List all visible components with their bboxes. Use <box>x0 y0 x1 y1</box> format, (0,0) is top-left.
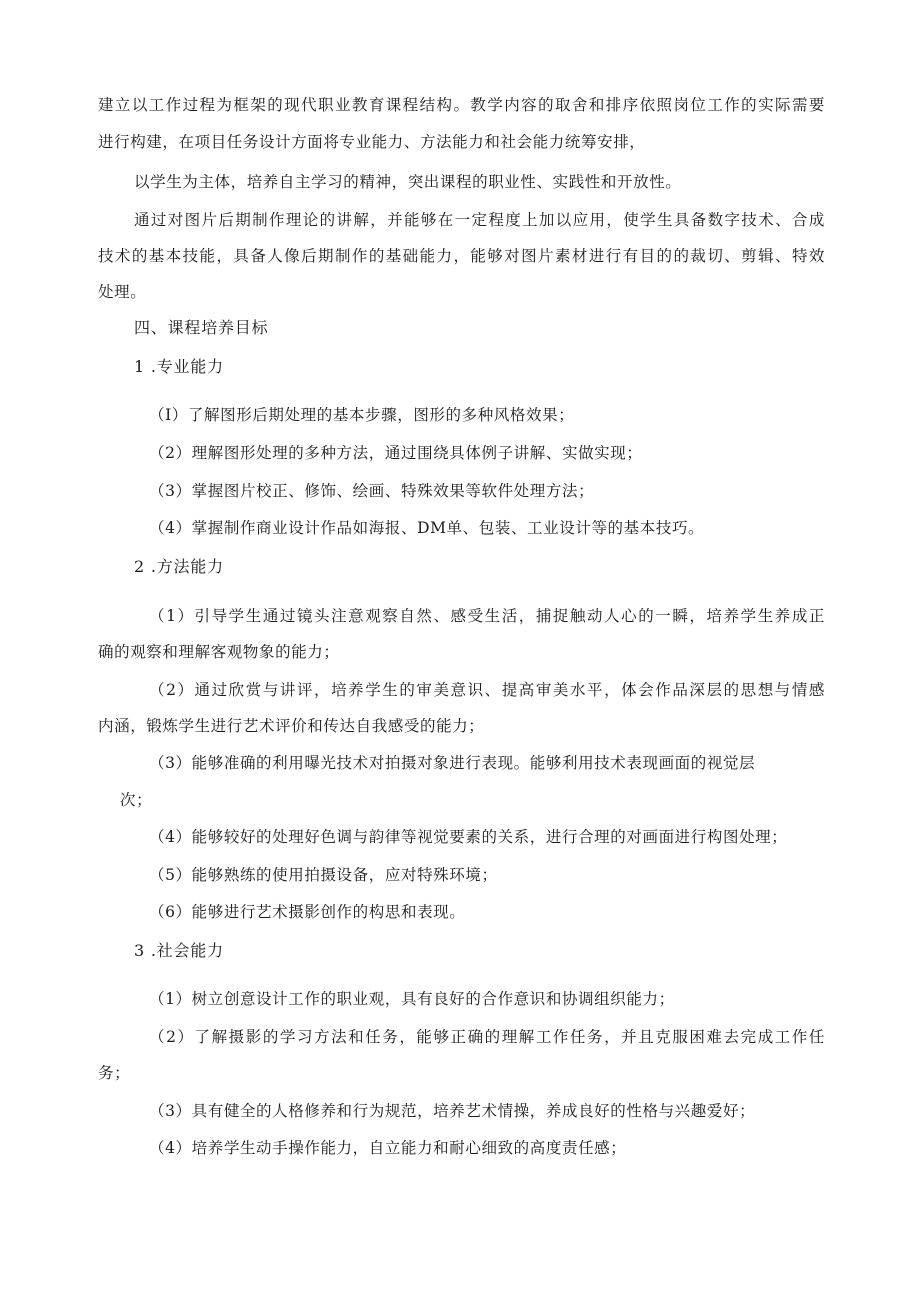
social-item-1: （1）树立创意设计工作的职业观，具有良好的合作意识和协调组织能力； <box>149 990 675 1008</box>
method-item-3-line-2: 次； <box>120 791 153 809</box>
method-item-2-line-1: （2）通过欣赏与讲评，培养学生的审美意识、提高审美水平，体会作品深层的思想与情感 <box>149 681 825 699</box>
heading-professional-ability: 1 .专业能力 <box>134 357 224 376</box>
method-item-3-line-1: （3）能够准确的利用曝光技术对拍摄对象进行表现。能够利用技术表现画面的视觉层 <box>149 754 756 772</box>
intro-paragraph-3-line-2: 技术的基本技能，具备人像后期制作的基础能力，能够对图片素材进行有目的的裁切、剪辑、特效 <box>98 247 825 265</box>
professional-item-4: （4）掌握制作商业设计作品如海报、DM单、包装、工业设计等的基本技巧。 <box>149 519 705 537</box>
social-item-2-line-1: （2）了解摄影的学习方法和任务，能够正确的理解工作任务，并且克服困难去完成工作任 <box>149 1028 825 1046</box>
section-title: 四、课程培养目标 <box>134 318 269 337</box>
social-item-3: （3）具有健全的人格修养和行为规范，培养艺术情操，养成良好的性格与兴趣爱好； <box>149 1102 756 1120</box>
method-item-1-line-1: （1）引导学生通过镜头注意观察自然、感受生活，捕捉触动人心的一瞬，培养学生养成正 <box>149 607 825 625</box>
intro-paragraph-1-line-1: 建立以工作过程为框架的现代职业教育课程结构。教学内容的取舍和排序依照岗位工作的实际需要 <box>98 96 825 114</box>
method-item-4: （4）能够较好的处理好色调与韵律等视觉要素的关系，进行合理的对画面进行构图处理； <box>149 828 788 846</box>
heading-method-ability: 2 .方法能力 <box>134 557 224 576</box>
intro-paragraph-2: 以学生为主体，培养自主学习的精神，突出课程的职业性、实践性和开放性。 <box>134 173 682 191</box>
method-item-2-line-2: 内涵，锻炼学生进行艺术评价和传达自我感受的能力； <box>98 717 485 735</box>
intro-paragraph-1-line-2: 进行构建，在项目任务设计方面将专业能力、方法能力和社会能力统筹安排， <box>98 133 646 151</box>
professional-item-3: （3）掌握图片校正、修饰、绘画、特殊效果等软件处理方法； <box>149 482 595 500</box>
intro-paragraph-3-line-3: 处理。 <box>98 283 147 301</box>
social-item-4: （4）培养学生动手操作能力，自立能力和耐心细致的高度责任感； <box>149 1139 627 1157</box>
professional-item-1: （I）了解图形后期处理的基本步骤，图形的多种风格效果； <box>149 406 575 424</box>
method-item-1-line-2: 确的观察和理解客观物象的能力； <box>98 643 340 661</box>
heading-social-ability: 3 .社会能力 <box>134 941 224 960</box>
method-item-5: （5）能够熟练的使用拍摄设备，应对特殊环境； <box>149 866 498 884</box>
intro-paragraph-3-line-1: 通过对图片后期制作理论的讲解，并能够在一定程度上加以应用，使学生具备数字技术、合成 <box>134 211 825 229</box>
method-item-6: （6）能够进行艺术摄影创作的构思和表现。 <box>149 903 466 921</box>
social-item-2-line-2: 务； <box>98 1064 131 1082</box>
professional-item-2: （2）理解图形处理的多种方法，通过围绕具体例子讲解、实做实现； <box>149 444 643 462</box>
